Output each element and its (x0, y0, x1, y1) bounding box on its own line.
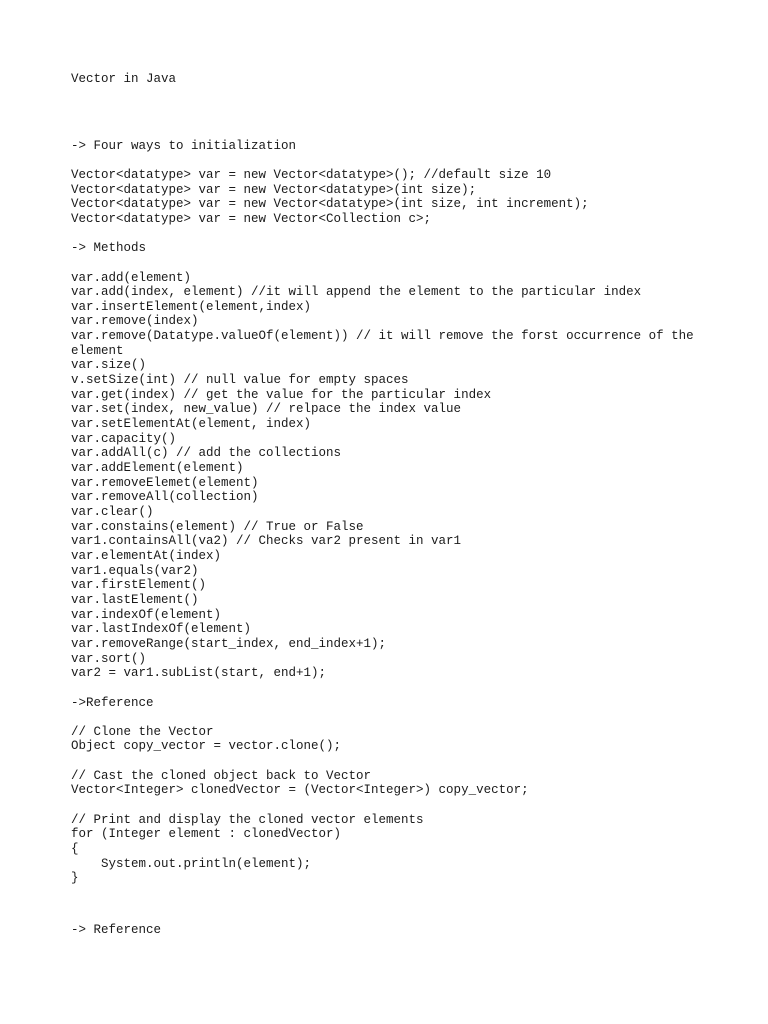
code-line: Vector<datatype> var = new Vector<datatype>(); //default size 10 (71, 167, 552, 182)
init-heading: -> Four ways to initialization (71, 138, 297, 153)
code-line: // Clone the Vector (71, 724, 214, 739)
code-line: var.setElementAt(element, index) (71, 417, 312, 432)
code-line: var1.equals(var2) (71, 563, 199, 578)
code-line: var.set(index, new_value) // relpace the index value (71, 402, 462, 417)
code-line: var1.containsAll(va2) // Checks var2 present in var1 (71, 534, 462, 549)
code-line: var2 = var1.subList(start, end+1); (71, 666, 327, 681)
code-line: v.setSize(int) // null value for empty spaces (71, 373, 409, 388)
reference-print-block (71, 813, 708, 886)
code-line: var.remove(index) (71, 314, 199, 329)
code-line: var.get(index) // get the value for the particular index (71, 387, 492, 402)
code-line: var.lastIndexOf(element) (71, 622, 252, 637)
code-line: var.lastElement() (71, 592, 199, 607)
code-line: var.constains(element) // True or False (71, 519, 364, 534)
code-line: var.clear() (71, 505, 154, 520)
code-line: var.addElement(element) (71, 461, 244, 476)
document-title: Vector in Java (71, 72, 177, 86)
code-line: var.removeElemet(element) (71, 475, 259, 490)
code-line: var.sort() (71, 651, 147, 666)
code-line: Object copy_vector = vector.clone(); (71, 739, 342, 754)
reference-heading: ->Reference (71, 695, 154, 710)
code-line: var.addAll(c) // add the collections (71, 446, 342, 461)
code-line: Vector<datatype> var = new Vector<datatype>(int size); (71, 182, 477, 197)
code-line: for (Integer element : clonedVector) (71, 827, 342, 842)
code-line: System.out.println(element); (71, 856, 312, 871)
code-line: element (71, 343, 124, 358)
code-line: var.add(element) (71, 270, 192, 285)
code-line: var.add(index, element) //it will append the element to the particular index (71, 285, 642, 300)
reference-clone-block (71, 725, 708, 754)
code-line: } (71, 871, 79, 886)
code-line: var.elementAt(index) (71, 548, 222, 563)
code-line: var.indexOf(element) (71, 607, 222, 622)
code-line: var.firstElement() (71, 578, 207, 593)
code-line: { (71, 842, 79, 857)
code-line: // Cast the cloned object back to Vector (71, 768, 372, 783)
reference-cast-block (71, 769, 708, 798)
code-line: Vector<Integer> clonedVector = (Vector<Integer>) copy_vector; (71, 783, 529, 798)
code-line: var.capacity() (71, 431, 177, 446)
code-line: var.removeRange(start_index, end_index+1); (71, 636, 387, 651)
code-line: Vector<datatype> var = new Vector<datatype>(int size, int increment); (71, 197, 589, 212)
code-line: // Print and display the cloned vector elements (71, 812, 424, 827)
methods-code-block (71, 271, 708, 681)
code-line: var.insertElement(element,index) (71, 299, 312, 314)
code-line: var.removeAll(collection) (71, 490, 259, 505)
methods-heading: -> Methods (71, 241, 147, 256)
code-line: var.remove(Datatype.valueOf(element)) // it will remove the forst occurrence of the (71, 329, 694, 344)
init-code-block (71, 168, 708, 227)
final-reference-heading: -> Reference (71, 923, 162, 938)
document-page (71, 72, 708, 938)
code-line: Vector<datatype> var = new Vector<Collection c>; (71, 211, 432, 226)
code-line: var.size() (71, 358, 147, 373)
